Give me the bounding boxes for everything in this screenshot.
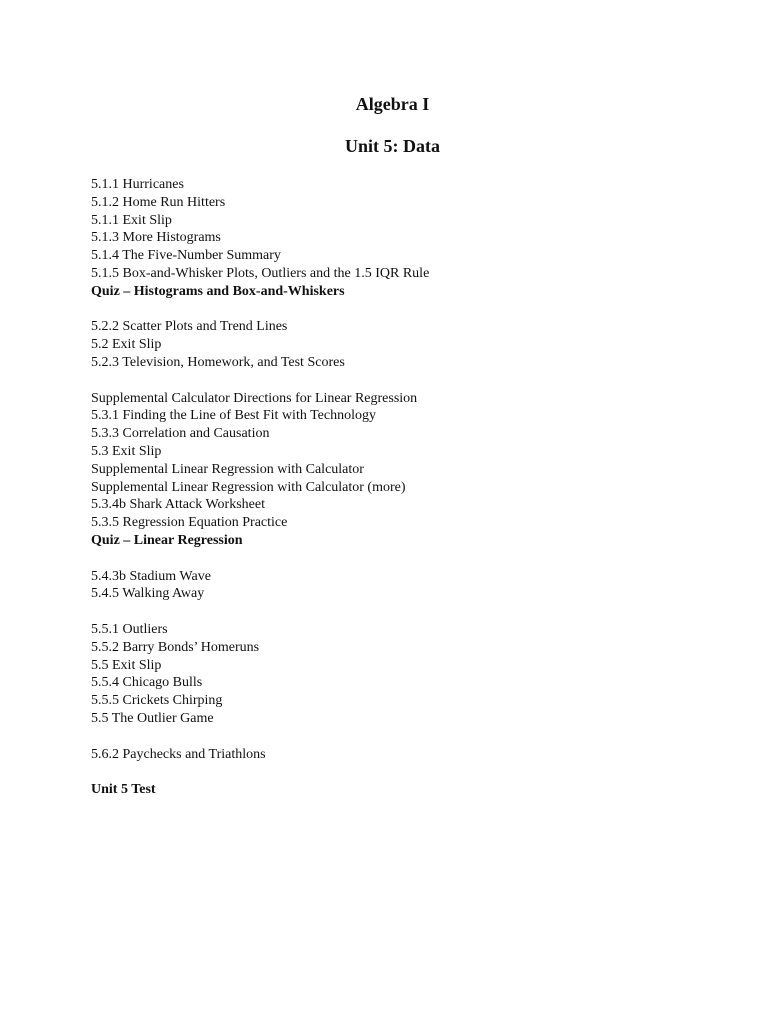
lesson-item: 5.2 Exit Slip: [91, 337, 162, 353]
unit-contents-list: [91, 176, 731, 817]
contents-group: [91, 318, 731, 371]
unit-subtitle: Unit 5: Data: [345, 136, 440, 156]
contents-group: [91, 568, 731, 604]
assessment-item: Unit 5 Test: [91, 782, 156, 798]
lesson-item: 5.5.4 Chicago Bulls: [91, 675, 203, 691]
lesson-item: 5.1.5 Box-and-Whisker Plots, Outliers and the 1.5 IQR Rule: [91, 265, 430, 281]
document-title: Algebra I: [355, 94, 430, 114]
lesson-item: Supplemental Calculator Directions for Linear Regression: [91, 390, 418, 406]
contents-group: [91, 746, 731, 764]
lesson-item: 5.5 Exit Slip: [91, 657, 162, 673]
assessment-item: Quiz – Histograms and Box-and-Whiskers: [91, 283, 345, 299]
lesson-item: 5.5.1 Outliers: [91, 621, 168, 637]
contents-group: [91, 176, 731, 301]
lesson-item: 5.1.1 Hurricanes: [91, 177, 184, 192]
lesson-item: 5.2.3 Television, Homework, and Test Scores: [91, 354, 345, 370]
contents-group: [91, 621, 731, 728]
lesson-item: Supplemental Linear Regression with Calculator: [91, 461, 364, 477]
lesson-item: Supplemental Linear Regression with Calculator (more): [91, 479, 406, 495]
lesson-item: 5.3.3 Correlation and Causation: [91, 426, 270, 442]
lesson-item: 5.5.5 Crickets Chirping: [91, 693, 223, 709]
lesson-item: 5.3.5 Regression Equation Practice: [91, 515, 288, 531]
lesson-item: 5.6.2 Paychecks and Triathlons: [91, 746, 266, 762]
lesson-item: 5.2.2 Scatter Plots and Trend Lines: [91, 319, 288, 335]
lesson-item: 5.1.1 Exit Slip: [91, 212, 172, 228]
lesson-item: 5.5.2 Barry Bonds’ Homeruns: [91, 639, 260, 655]
contents-group: [91, 781, 731, 799]
contents-group: [91, 390, 731, 550]
lesson-item: 5.1.3 More Histograms: [91, 230, 221, 246]
lesson-item: 5.4.3b Stadium Wave: [91, 568, 211, 584]
lesson-item: 5.3.4b Shark Attack Worksheet: [91, 497, 265, 513]
lesson-item: 5.4.5 Walking Away: [91, 586, 205, 602]
lesson-item: 5.3 Exit Slip: [91, 443, 162, 459]
lesson-item: 5.5 The Outlier Game: [91, 710, 214, 726]
assessment-item: Quiz – Linear Regression: [91, 532, 243, 548]
lesson-item: 5.1.4 The Five-Number Summary: [91, 248, 281, 264]
lesson-item: 5.1.2 Home Run Hitters: [91, 194, 226, 210]
lesson-item: 5.3.1 Finding the Line of Best Fit with Technology: [91, 408, 376, 424]
